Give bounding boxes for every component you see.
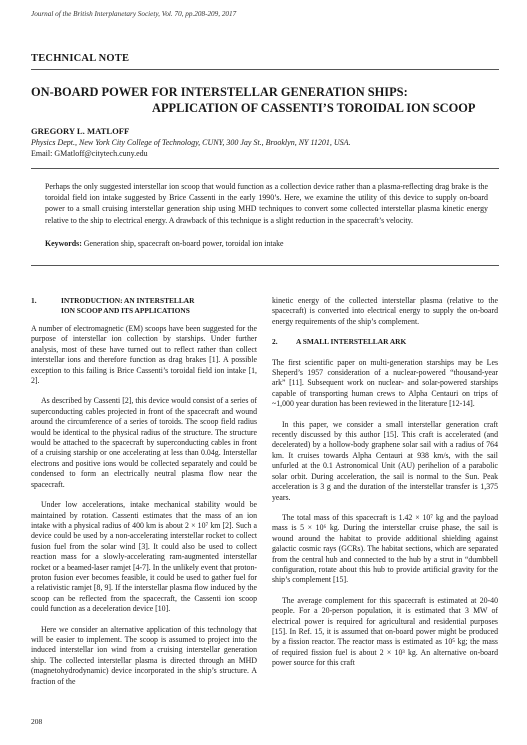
keywords: [45, 238, 488, 249]
paragraph: In this paper, we consider a small interstellar generation craft recently discussed by this author [15]. This craft is accelerated (and decelerated) by a hollow-body graphene solar sail with a radius of 764 km. It cruises towards Alpha Centauri at 938 km/s, with the sail unfurled at the 0.1 Astronomical Unit (AU) perihelion of a parabolic solar orbit. During acceleration, the sail is normal to the Sun. Peak acceleration is 3 g and the duration of the interstellar transfer is 1,375 years.: [272, 419, 498, 502]
paper-title: [31, 84, 499, 116]
section-title-line-2: ION SCOOP AND ITS APPLICATIONS: [61, 306, 190, 315]
section-title: [61, 296, 194, 316]
author-email: Email: GMatloff@citytech.cuny.edu: [31, 149, 148, 158]
paragraph: The first scientific paper on multi-generation starships may be Les Sheperd’s 1957 consideration of a nuclear-powered “thousand-year ark” [11]. Subsequent work on nuclear- and solar-powered starships capable of transporting human crews to Alpha Centauri on trips of ~1,000 year duration has been reviewed in the literature [12-14].: [272, 357, 498, 409]
paragraph: The average complement for this spacecraft is estimated at 20-40 people. For a 20-person population, it is estimated that 3 MW of electrical power is required for agricultural and residential purposes [15]. In Ref. 15, it is assumed that on-board power might be produced by a fission reactor. The reactor mass is estimated as 10⁵ kg; the mass of required fission fuel is about 2 × 10³ kg. An alternative on-board power source for this craft: [272, 595, 498, 668]
abstract: Perhaps the only suggested interstellar ion scoop that would function as a collection device rather than a plasma-reflecting drag brake is the toroidal field ion intake suggested by Brice Cassenti in the early 1990’s. Here, we examine the utility of this device to supply on-board power to a small cruising interstellar generation ship using MHD techniques to convert some collected interstellar plasma kinetic energy relative to the ship to electrical energy. A drawback of this technique is a slight reduction in the spacecraft’s velocity.: [45, 182, 488, 225]
paragraph: A number of electromagnetic (EM) scoops have been suggested for the purpose of interstellar ion collection by starships. Under further analysis, most of these have turned out to reflect rather than collect interstellar ions and therefore function as drag brakes [1]. A possible exception to this failing is Brice Cassenti’s toroidal field ion intake [1, 2].: [31, 324, 257, 386]
section-number: 1.: [31, 296, 37, 305]
journal-citation: Journal of the British Interplanetary Society, Vol. 70, pp.208-209, 2017: [31, 10, 237, 18]
title-line-2: APPLICATION OF CASSENTI’S TOROIDAL ION SCOOP: [152, 101, 476, 115]
keywords-label: Keywords:: [45, 239, 82, 248]
section-title: A SMALL INTERSTELLAR ARK: [296, 337, 407, 347]
page-number: 208: [31, 717, 43, 726]
section-label: TECHNICAL NOTE: [31, 53, 130, 64]
divider: [31, 168, 499, 169]
column-left: [31, 296, 257, 697]
paragraph: Here we consider an alternative application of this technology that will be easier to implement. The scoop is assumed to project into the induced interstellar ion wind from a cruising interstellar generation ship. The collected interstellar plasma is directed through an MHD (magnetohydrodynamic) device incorporated in the ship’s structure. A fraction of the: [31, 624, 257, 686]
column-right: [272, 296, 498, 679]
paragraph: The total mass of this spacecraft is 1.42 × 10⁷ kg and the payload mass is 5 × 10⁶ kg. During the interstellar cruise phase, the sail is wound around the habitat to provide additional shielding against galactic cosmic rays (GCRs). The habitat sections, which are separated from the central hub and connected to the hub by a strut in “dumbbell configuration, rotate about this hub to provide artificial gravity for the ship’s complement [15].: [272, 512, 498, 585]
paragraph: kinetic energy of the collected interstellar plasma (relative to the spacecraft) is converted into electrical energy to supply the on-board energy requirements of the ship’s complement.: [272, 296, 498, 326]
author-affiliation: Physics Dept., New York City College of Technology, CUNY, 300 Jay St., Brooklyn, NY 11201, USA.: [31, 138, 351, 147]
keywords-text: Generation ship, spacecraft on-board power, toroidal ion intake: [81, 239, 284, 248]
title-line-1: ON-BOARD POWER FOR INTERSTELLAR GENERATION SHIPS:: [31, 85, 408, 99]
paragraph: As described by Cassenti [2], this device would consist of a series of superconducting cables projected in front of the spacecraft and wound around the circumference of a series of toroids. The scoop field radius would be identical to the physical radius of the structure. The structure would be attached to the spacecraft by superconducting cables in front of a cruising starship or one accelerating at less than 0.04g. Interstellar electrons and positive ions would be collected separately and could be condensed to form an electrically neutral plasma flow near the spacecraft.: [31, 396, 257, 489]
divider: [31, 265, 499, 266]
section-heading: [31, 296, 257, 316]
section-heading: [272, 337, 498, 347]
section-number: 2.: [272, 337, 278, 347]
section-title-line-1: INTRODUCTION: AN INTERSTELLAR: [61, 296, 195, 305]
paragraph: Under low accelerations, intake mechanical stability would be maintained by rotation. Cassenti estimates that the mass of an ion intake with a physical radius of 400 km is about 2 × 10⁷ km [2]. Such a device could be used by a non-accelerating interstellar rocket to collect fusion fuel from the solar wind [3]. It could also be used to collect reaction mass for a slowly-accelerating ram-augmented interstellar rocket or a beamed-laser ramjet [4-7]. In the unlikely event that proton-proton fusion ever becomes feasible, it could be used to gather fuel for a relativistic ramjet [8, 9]. If the interstellar plasma flow induced by the scoop can be reflected from the spacecraft, the Cassenti ion scoop could function as a deceleration device [10].: [31, 500, 257, 614]
author-name: GREGORY L. MATLOFF: [31, 126, 130, 136]
divider: [31, 69, 499, 70]
